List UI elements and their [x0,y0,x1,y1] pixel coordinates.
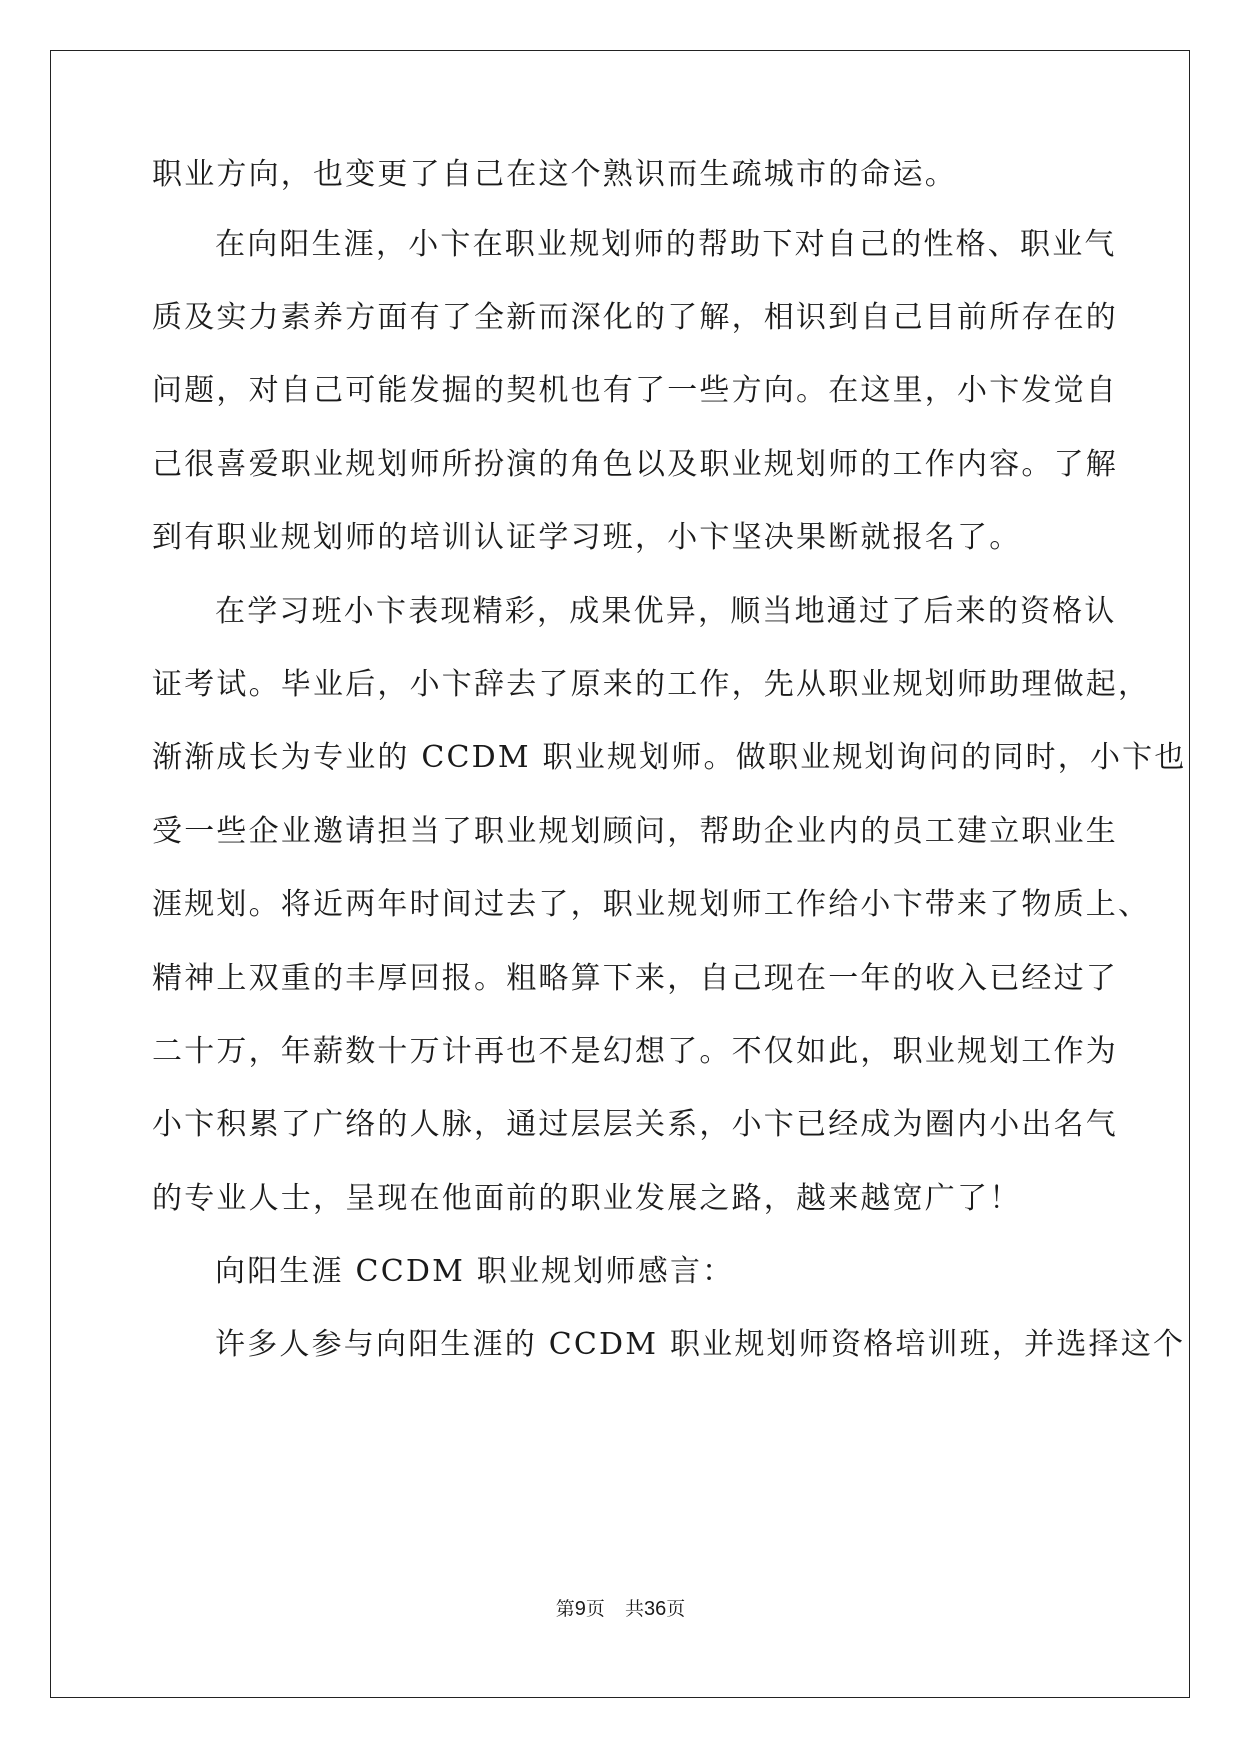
total-prefix: 共 [624,1598,644,1620]
text-line-11: 涯规划。将近两年时间过去了，职业规划师工作给小卞带来了物质上、 [152,887,1151,922]
text-line-16: 向阳生涯 CCDM 职业规划师感言： [215,1254,735,1289]
text-line-2: 在向阳生涯，小卞在职业规划师的帮助下对自己的性格、职业气 [215,227,1117,262]
text-line-17: 许多人参与向阳生涯的 CCDM 职业规划师资格培训班，并选择这个 [215,1327,1186,1362]
text-line-1: 职业方向，也变更了自己在这个熟识而生疏城市的命运。 [152,157,957,192]
total-suffix: 页 [666,1598,686,1620]
text-line-10: 受一些企业邀请担当了职业规划顾问，帮助企业内的员工建立职业生 [152,814,1118,849]
text-line-4: 问题，对自己可能发掘的契机也有了一些方向。在这里，小卞发觉自 [152,373,1118,408]
text-line-9: 渐渐成长为专业的 CCDM 职业规划师。做职业规划询问的同时，小卞也 [152,740,1187,775]
page-number: 9 [574,1598,586,1620]
page-footer [0,1597,1241,1621]
text-line-15: 的专业人士，呈现在他面前的职业发展之路，越来越宽广了！ [152,1181,1022,1216]
page-suffix: 页 [585,1598,605,1620]
text-line-3: 质及实力素养方面有了全新而深化的了解，相识到自己目前所存在的 [152,300,1118,335]
text-line-14: 小卞积累了广络的人脉，通过层层关系，小卞已经成为圈内小出名气 [152,1107,1118,1142]
text-line-12: 精神上双重的丰厚回报。粗略算下来，自己现在一年的收入已经过了 [152,961,1118,996]
text-line-7: 在学习班小卞表现精彩，成果优异，顺当地通过了后来的资格认 [215,594,1117,629]
text-line-13: 二十万，年薪数十万计再也不是幻想了。不仅如此，职业规划工作为 [152,1034,1118,1069]
text-line-6: 到有职业规划师的培训认证学习班，小卞坚决果断就报名了。 [152,520,1022,555]
total-pages: 36 [643,1598,667,1620]
text-line-5: 己很喜爱职业规划师所扮演的角色以及职业规划师的工作内容。了解 [152,447,1118,482]
text-line-8: 证考试。毕业后，小卞辞去了原来的工作，先从职业规划师助理做起， [152,667,1151,702]
page-prefix: 第 [555,1598,575,1620]
